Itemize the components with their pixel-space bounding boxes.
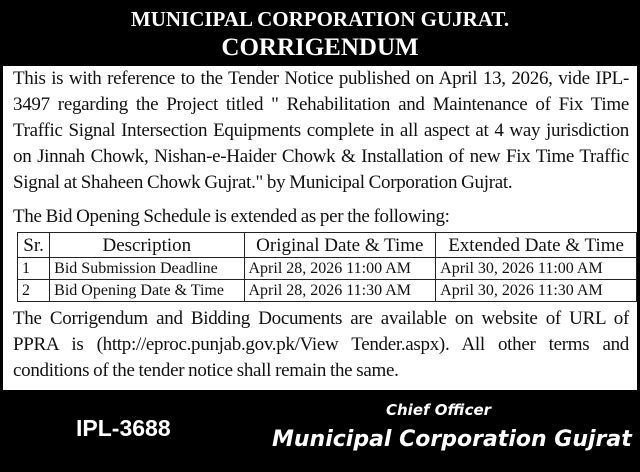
- signatory-title: Chief Officer: [386, 401, 492, 419]
- cell-extended: April 30, 2026 11:30 AM: [436, 280, 637, 302]
- cell-sr: 2: [18, 280, 50, 302]
- table-header-row: [18, 233, 637, 258]
- closing-paragraph: The Corrigendum and Bidding Documents are available on website of URL of PPRA is (http://eproc.punjab.gov.pk/View Tender.aspx). All other terms and conditions of the tender notice shall remain the same.: [13, 308, 629, 381]
- intro-paragraph: This is with reference to the Tender Notice published on April 13, 2026, vide IPL-3497 regarding the Project titled " Rehabilitation and Maintenance of Fix Time Traffic Signal Intersection Equipments complete in all aspect at 4 way jurisdiction on Jinnah Chowk, Nishan-e-Haider Chowk & Installation of new Fix Time Traffic Signal at Shaheen Chowk Gujrat." by Municipal Corporation Gujrat.: [13, 68, 629, 193]
- cell-description: Bid Submission Deadline: [50, 258, 244, 280]
- cell-description: Bid Opening Date & Time: [50, 280, 244, 302]
- schedule-table: [17, 232, 637, 302]
- cell-extended: April 30, 2026 11:00 AM: [436, 258, 637, 280]
- signatory-org: Municipal Corporation Gujrat: [272, 427, 632, 452]
- footer: [0, 390, 640, 472]
- notice-title: CORRIGENDUM: [221, 34, 419, 61]
- organization-heading: MUNICIPAL CORPORATION GUJRAT.: [130, 7, 510, 31]
- ad-code: IPL-3688: [76, 415, 171, 441]
- table-row: [18, 258, 637, 280]
- header-original: Original Date & Time: [244, 233, 436, 258]
- notice-body: [3, 66, 637, 390]
- schedule-intro: The Bid Opening Schedule is extended as per the following:: [13, 206, 450, 227]
- cell-original: April 28, 2026 11:30 AM: [244, 280, 436, 302]
- cell-sr: 1: [18, 258, 50, 280]
- cell-original: April 28, 2026 11:00 AM: [244, 258, 436, 280]
- header-extended: Extended Date & Time: [436, 233, 637, 258]
- table-row: [18, 280, 637, 302]
- header-description: Description: [50, 233, 244, 258]
- header-sr: Sr.: [18, 233, 50, 258]
